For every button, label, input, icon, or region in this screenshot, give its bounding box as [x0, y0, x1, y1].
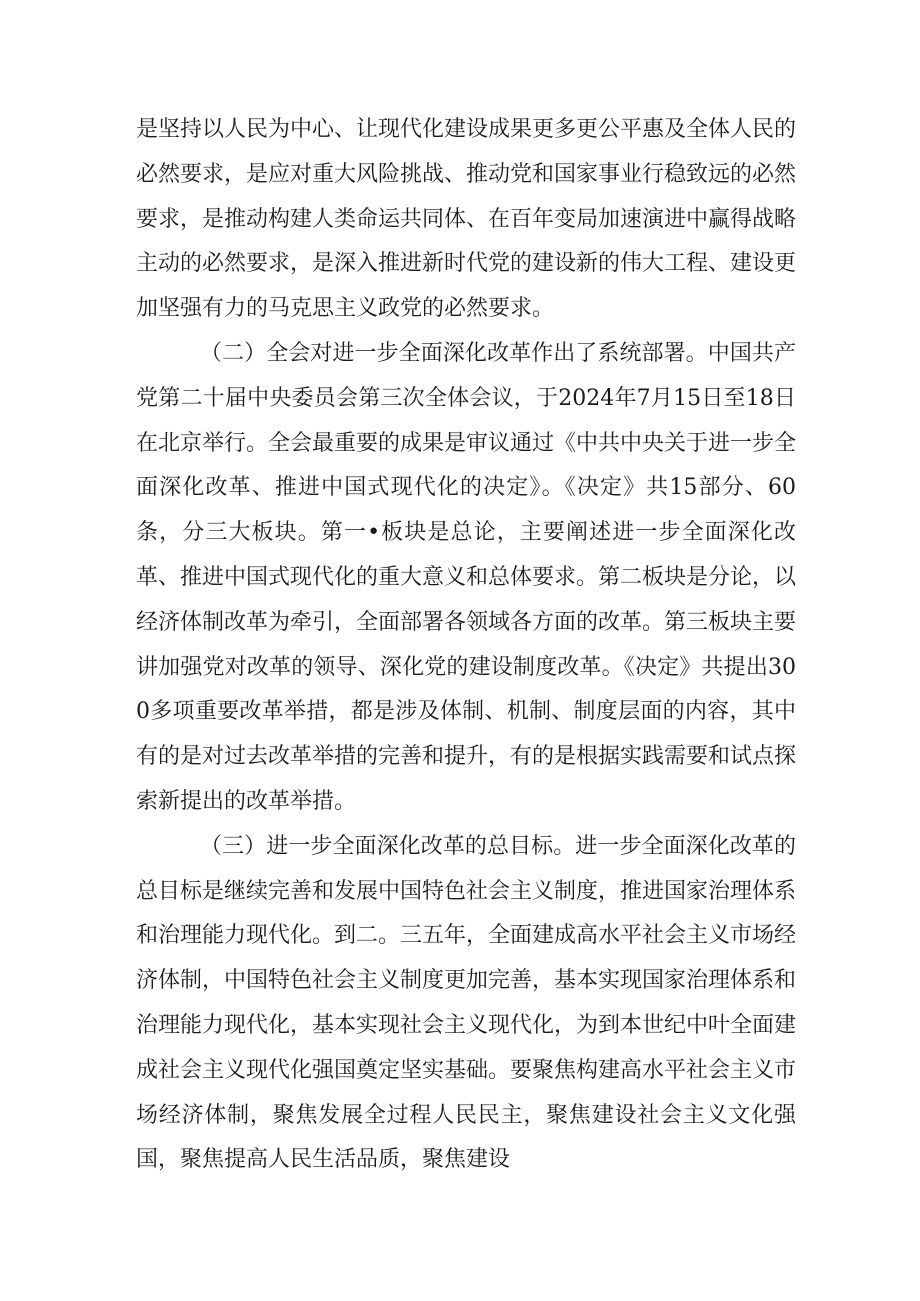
paragraph-section-three: （三）进一步全面深化改革的总目标。进一步全面深化改革的总目标是继续完善和发展中国特色社会主义制度，推进国家治理体系和治理能力现代化。到二。三五年，全面建成高水平社会主义市场经济体制，中国特色社会主义制度更加完善，基本实现国家治理体系和治理能力现代化，基本实现社会主义现代化，为到本世纪中叶全面建成社会主义现代化强国奠定坚实基础。要聚焦构建高水平社会主义市场经济体制，聚焦发展全过程人民民主，聚焦建设社会主义文化强国，聚焦提高人民生活品质，聚焦建设 [136, 833, 797, 1173]
document-body [136, 108, 796, 1183]
paragraph-section-two: （二）全会对进一步全面深化改革作出了系统部署。中国共产党第二十届中央委员会第三次全体会议，于2024年7月15日至18日在北京举行。全会最重要的成果是审议通过《中共中央关于进一步全面深化改革、推进中国式现代化的决定》。《决定》共15部分、60条，分三大板块。第一•板块是总论，主要阐述进一步全面深化改革、推进中国式现代化的重大意义和总体要求。第二板块是分论，以经济体制改革为牵引，全面部署各领域各方面的改革。第三板块主要讲加强党对改革的领导、深化党的建设制度改革。《决定》共提出300多项重要改革举措，都是涉及体制、机制、制度层面的内容，其中有的是对过去改革举措的完善和提升，有的是根据实践需要和试点探索新提出的改革举措。 [136, 340, 797, 814]
paragraph-continued: 是坚持以人民为中心、让现代化建设成果更多更公平惠及全体人民的必然要求，是应对重大风险挑战、推动党和国家事业行稳致远的必然要求，是推动构建人类命运共同体、在百年变局加速演进中赢得战略主动的必然要求，是深入推进新时代党的建设新的伟大工程、建设更加坚强有力的马克思主义政党的必然要求。 [136, 117, 797, 322]
